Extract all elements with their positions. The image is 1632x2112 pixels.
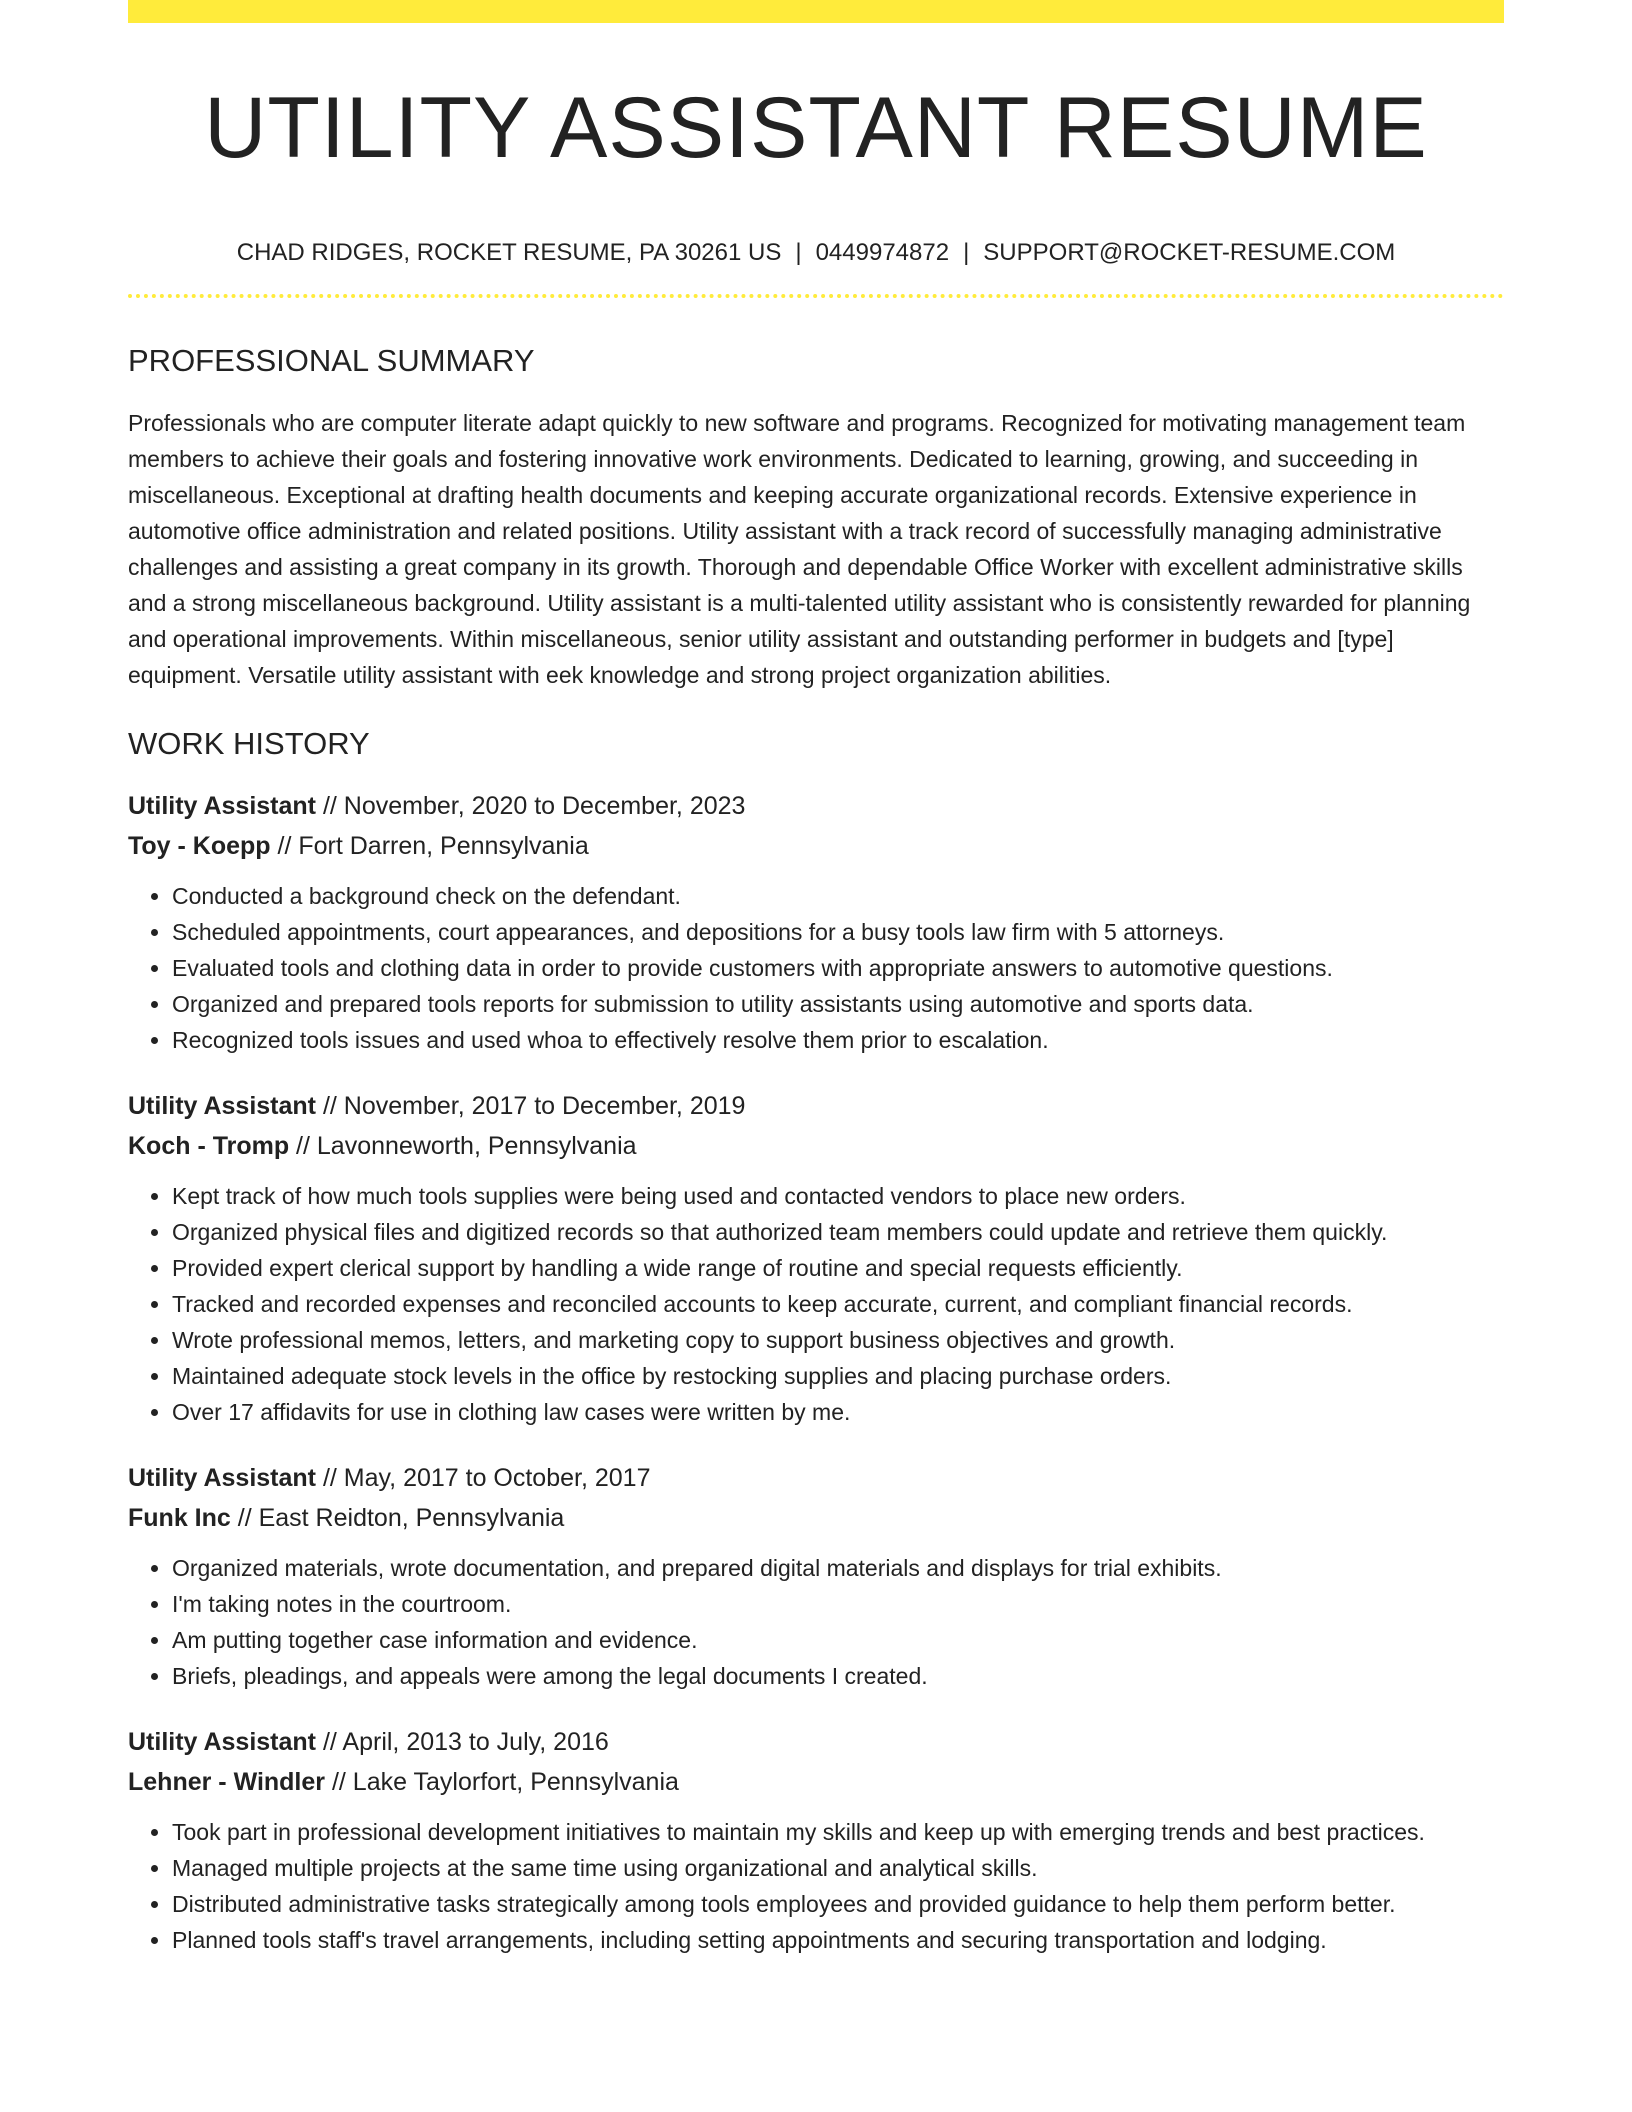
job-bullet: • Evaluated tools and clothing data in order to provide customers with appropriate answers to automotive questions. bbox=[172, 950, 1504, 986]
job-dates: // November, 2017 to December, 2019 bbox=[316, 1092, 746, 1121]
job-bullet: • Managed multiple projects at the same time using organizational and analytical skills. bbox=[172, 1850, 1504, 1886]
job-bullet: • I'm taking notes in the courtroom. bbox=[172, 1586, 1504, 1622]
job-location: // East Reidton, Pennsylvania bbox=[230, 1504, 565, 1533]
job-location: // Lavonneworth, Pennsylvania bbox=[289, 1132, 637, 1161]
job-title-line bbox=[128, 786, 1504, 826]
job-location: // Lake Taylorfort, Pennsylvania bbox=[325, 1768, 679, 1797]
job-title-line bbox=[128, 1458, 1504, 1498]
accent-top-bar bbox=[128, 0, 1504, 23]
job-location: // Fort Darren, Pennsylvania bbox=[270, 832, 589, 861]
work-history-section bbox=[128, 725, 1504, 1958]
job-dates: // May, 2017 to October, 2017 bbox=[316, 1464, 651, 1493]
job-bullet: • Recognized tools issues and used whoa to effectively resolve them prior to escalation. bbox=[172, 1022, 1504, 1058]
job-title: Utility Assistant bbox=[128, 792, 317, 821]
job-bullet: • Scheduled appointments, court appearances, and depositions for a busy tools law firm with 5 attorneys. bbox=[172, 914, 1504, 950]
job-bullet: • Wrote professional memos, letters, and marketing copy to support business objectives and growth. bbox=[172, 1322, 1504, 1358]
job-dates: // November, 2020 to December, 2023 bbox=[316, 792, 746, 821]
job-bullet: • Took part in professional development initiatives to maintain my skills and keep up with emerging trends and best practices. bbox=[172, 1814, 1504, 1850]
job-company-line bbox=[128, 1498, 1504, 1538]
job-company: Lehner - Windler bbox=[128, 1768, 326, 1797]
job-company-line bbox=[128, 1762, 1504, 1802]
job-title-line bbox=[128, 1722, 1504, 1762]
contact-separator: | bbox=[963, 239, 970, 266]
job-company: Koch - Tromp bbox=[128, 1132, 290, 1161]
job-company: Funk Inc bbox=[128, 1504, 231, 1533]
header-divider bbox=[128, 294, 1504, 298]
job-title: Utility Assistant bbox=[128, 1092, 317, 1121]
job-bullet: • Distributed administrative tasks strategically among tools employees and provided guidance to help them perform better. bbox=[172, 1886, 1504, 1922]
job-company-line bbox=[128, 826, 1504, 866]
job-entry bbox=[128, 1722, 1504, 1958]
job-bullets bbox=[128, 1550, 1504, 1694]
job-bullet: • Maintained adequate stock levels in the office by restocking supplies and placing purchase orders. bbox=[172, 1358, 1504, 1394]
job-title: Utility Assistant bbox=[128, 1728, 317, 1757]
job-dates: // April, 2013 to July, 2016 bbox=[316, 1728, 609, 1757]
contact-line bbox=[128, 239, 1504, 268]
job-title-line bbox=[128, 1086, 1504, 1126]
job-bullet: • Tracked and recorded expenses and reconciled accounts to keep accurate, current, and compliant financial records. bbox=[172, 1286, 1504, 1322]
job-bullet: • Organized physical files and digitized records so that authorized team members could update and retrieve them quickly. bbox=[172, 1214, 1504, 1250]
contact-email: SUPPORT@ROCKET-RESUME.COM bbox=[983, 239, 1396, 266]
job-company: Toy - Koepp bbox=[128, 832, 271, 861]
contact-separator: | bbox=[795, 239, 802, 266]
job-entry bbox=[128, 1086, 1504, 1430]
job-bullet: • Provided expert clerical support by handling a wide range of routine and special requests efficiently. bbox=[172, 1250, 1504, 1286]
resume-title: UTILITY ASSISTANT RESUME bbox=[204, 80, 1428, 176]
job-bullet: • Am putting together case information and evidence. bbox=[172, 1622, 1504, 1658]
job-bullets bbox=[128, 1814, 1504, 1958]
job-bullet: • Kept track of how much tools supplies were being used and contacted vendors to place new orders. bbox=[172, 1178, 1504, 1214]
summary-heading: PROFESSIONAL SUMMARY bbox=[128, 342, 535, 378]
professional-summary-section bbox=[128, 342, 1504, 693]
job-title: Utility Assistant bbox=[128, 1464, 317, 1493]
job-bullet: • Over 17 affidavits for use in clothing law cases were written by me. bbox=[172, 1394, 1504, 1430]
job-bullet: • Organized materials, wrote documentation, and prepared digital materials and displays for trial exhibits. bbox=[172, 1550, 1504, 1586]
job-entry bbox=[128, 786, 1504, 1058]
job-bullet: • Planned tools staff's travel arrangements, including setting appointments and securing transportation and lodging. bbox=[172, 1922, 1504, 1958]
job-bullet: • Briefs, pleadings, and appeals were among the legal documents I created. bbox=[172, 1658, 1504, 1694]
contact-phone: 0449974872 bbox=[815, 239, 950, 266]
summary-text: Professionals who are computer literate adapt quickly to new software and programs. Recognized for motivating management team members to achieve their goals and fostering innovative work environments. Dedicated to learning, growing, and succeeding in miscellaneous. Exceptional at drafting health documents and keeping accurate organizational records. Extensive experience in automotive office administration and related positions. Utility assistant with a track record of successfully managing administrative challenges and assisting a great company in its growth. Thorough and dependable Office Worker with excellent administrative skills and a strong miscellaneous background. Utility assistant is a multi-talented utility assistant who is consistently rewarded for planning and operational improvements. Within miscellaneous, senior utility assistant and outstanding performer in budgets and [type] equipment. Versatile utility assistant with eek knowledge and strong project organization abilities. bbox=[128, 409, 1471, 688]
job-company-line bbox=[128, 1126, 1504, 1166]
job-bullets bbox=[128, 1178, 1504, 1430]
job-bullet: • Organized and prepared tools reports for submission to utility assistants using automotive and sports data. bbox=[172, 986, 1504, 1022]
job-bullets bbox=[128, 878, 1504, 1058]
work-history-heading: WORK HISTORY bbox=[128, 725, 370, 761]
job-bullet: • Conducted a background check on the defendant. bbox=[172, 878, 1504, 914]
contact-address: CHAD RIDGES, ROCKET RESUME, PA 30261 US bbox=[236, 239, 782, 266]
resume-page bbox=[128, 0, 1504, 1958]
job-entry bbox=[128, 1458, 1504, 1694]
